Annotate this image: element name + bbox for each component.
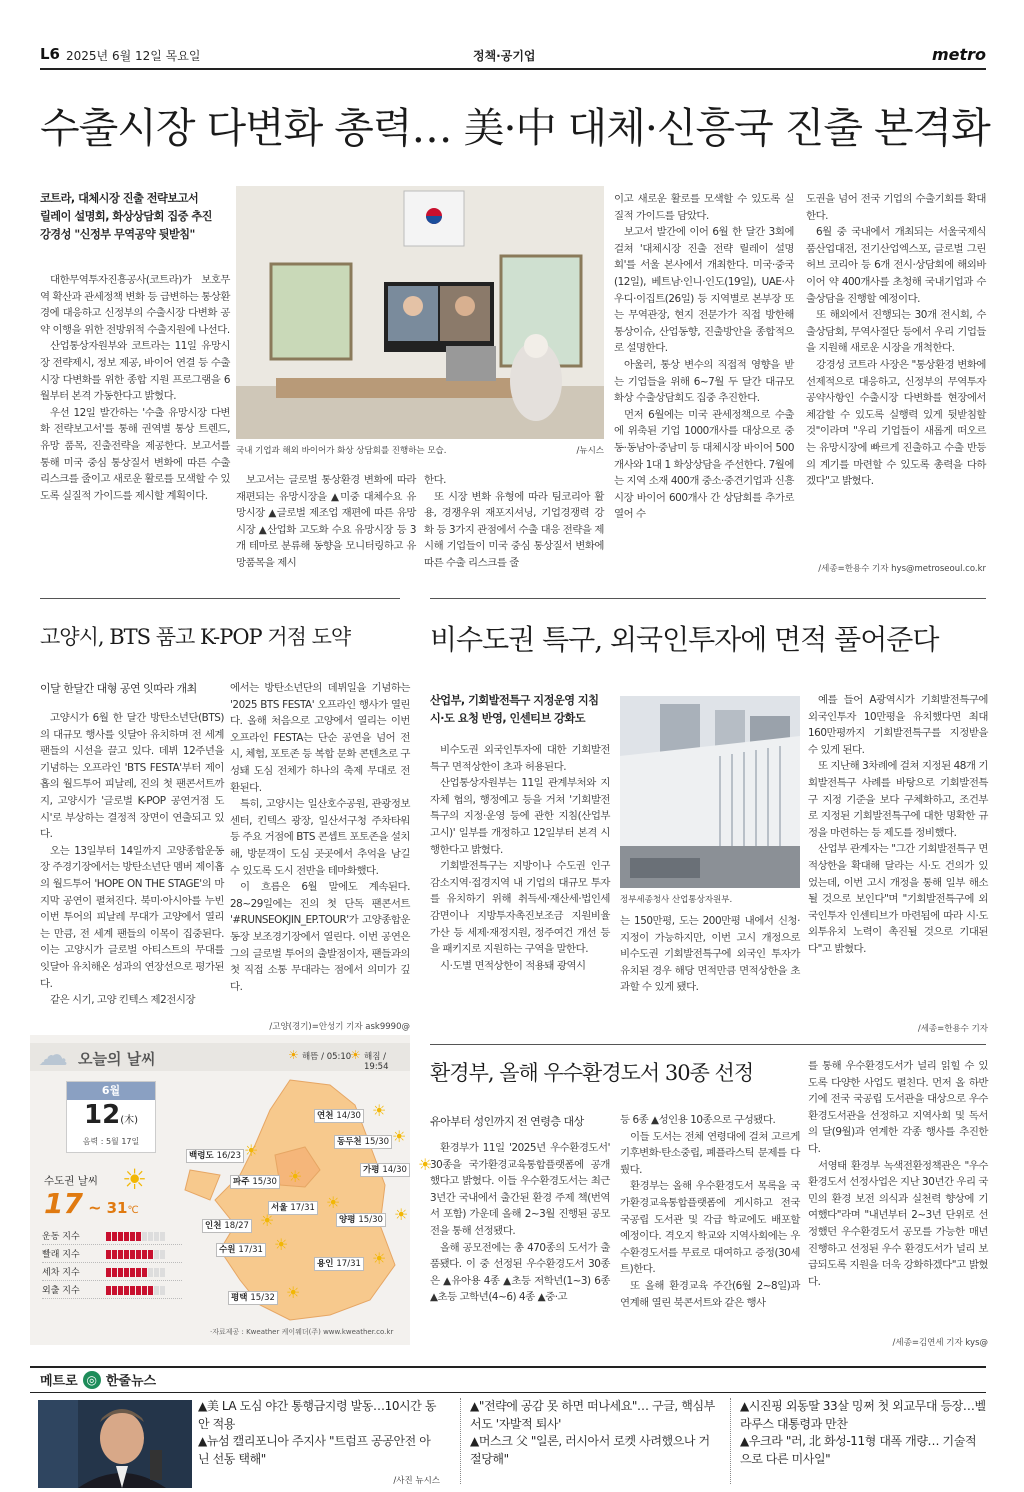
photo-caption: 국내 기업과 해외 바이어가 화상 상담회를 진행하는 모습.: [236, 446, 447, 456]
main-byline: /세종=한용수 기자 hys@metroseoul.co.kr: [818, 564, 986, 574]
month-label: 6월: [67, 1082, 155, 1100]
brand-logo: metro: [931, 45, 986, 64]
paragraph: 보고서 발간에 이어 6월 한 달간 3회에 걸쳐 '대체시장 진출 전략 릴레이 설명회'를 서울 본사에서 개최한다. 미국·중국(12일), 베트남·인니·인도(19일), UAE·사우디·이집트(26일) 등 지역별로 본부장 또는 무역관장, 현지 전문가가 직접 방한해 통상이슈, 산업동향, 진출방안을 종합적으로 설명한다.: [614, 226, 794, 355]
paragraph: 산업부 관계자는 "그간 기회발전특구 면적상한을 확대해 달라는 시·도 건의가 있었는데, 이번 고시 개정을 통해 일부 해소될 것으로 보인다"며 "기회발전특구에 외국인투자 인센티브가 마련됨에 따라 시·도 외투유치 노력이 촉진될 것으로 기대된다"고 밝혔다.: [808, 843, 988, 955]
env-byline: /세종=김연세 기자 kys@: [892, 1338, 988, 1348]
sunset-time: 해짐 / 19:54: [364, 1052, 389, 1072]
env-col-2: [620, 1112, 800, 1311]
news-title-rule: [30, 1392, 986, 1393]
city-name: 인천: [205, 1221, 225, 1231]
sun-icon: ☀: [394, 1205, 409, 1224]
paragraph: 우선 12일 발간하는 '수출 유망시장 다변화 전략보고서'를 통해 권역별 통상 트렌드, 유망 품목, 진출전략을 제공한다. 보고서를 통해 미국 중심 통상질서 변화에 따른 수출 리스크를 줄이고 새로운 활로를 모색할 수 있도록 실질적 가이드를 제시할 계획이다.: [40, 406, 230, 502]
header-rule: [40, 68, 986, 70]
page-header: [40, 45, 986, 67]
sun-icon: ☀: [244, 1141, 259, 1160]
sun-icon: ☀: [372, 1101, 387, 1120]
city-weather: [268, 1201, 318, 1215]
main-col-5: [806, 191, 986, 490]
env-col-3: [808, 1058, 988, 1290]
city-name: 용인: [317, 1259, 337, 1269]
temp-unit: ℃: [127, 1205, 139, 1216]
globe-icon: ◎: [83, 1371, 101, 1389]
paragraph: 오는 13일부터 14일까지 고양종합운동장 주경기장에서는 방탄소년단 멤버 제이홉의 월드투어 'HOPE ON THE STAGE'의 마지막 공연이 펼쳐진다. 북미·아시아를 누빈 이번 투어의 피날레 무대가 고양에서 열리는 만큼, 전 세계 팬들의 이목이 집중된다. 이는 고양시가 글로벌 아티스트의 무대를 잇달아 유치해온 성과의 연장선으로 평가된다.: [40, 844, 224, 990]
city-temp: 14/30: [336, 1111, 361, 1121]
zone-byline: /세종=한용수 기자: [917, 1024, 988, 1034]
temp-high: 31: [106, 1199, 128, 1217]
governor-illustration: [38, 1400, 192, 1488]
city-name: 평택: [231, 1293, 251, 1303]
news-rule: [30, 1366, 986, 1368]
main-col-4: [614, 191, 794, 523]
index-label: 외출 지수: [42, 1286, 80, 1296]
paragraph: 예를 들어 A광역시가 기회발전특구에 외국인투자 10만평을 유치했다면 최대 160만평까지 기회발전특구를 지정받을 수 있게 된다.: [808, 694, 988, 756]
section-divider: [430, 1044, 986, 1045]
city-temp: 15/30: [252, 1177, 277, 1187]
section-divider: [40, 598, 400, 599]
news-item[interactable]: ▲"전략에 공감 못 하면 떠나세요"… 구글, 핵심부서도 '자발적 퇴사': [470, 1399, 715, 1431]
city-weather: [336, 1213, 386, 1227]
government-photo-caption: 정부세종청사 산업통상자원부.: [620, 895, 733, 905]
city-temp: 15/30: [358, 1215, 383, 1225]
paragraph: 이 흐름은 6월 말에도 계속된다. 28~29일에는 진의 첫 단독 팬콘서트 '#RUNSEOKJIN_EP.TOUR'가 고양종합운동장 보조경기장에서 열린다. 이번 공연은 그의 글로벌 투어의 출발점이자, 팬들과의 첫 직접 소통 무대라는 점에서 의미가 깊다.: [230, 881, 410, 993]
sun-icon: ☀: [260, 1211, 275, 1230]
news-item[interactable]: ▲뉴섬 캘리포니아 주지사 "트럼프 공공안전 아닌 선동 택해": [198, 1434, 431, 1466]
news-title-main: 한줄뉴스: [105, 1374, 157, 1389]
paragraph: 대한무역투자진흥공사(코트라)가 보호무역 확산과 관세정책 변화 등 급변하는 통상환경에 대응하고 신정부의 수출시장 다변화 공약 이행을 위한 전방위적 수출지원에 나선다.: [40, 274, 230, 336]
news-title: [40, 1369, 156, 1391]
zone-headline: 비수도권 특구, 외국인투자에 면적 풀어준다: [430, 623, 939, 656]
day-number: 12: [84, 1100, 121, 1130]
city-name: 동두천: [337, 1137, 365, 1147]
main-col-3: [424, 472, 604, 572]
zone-col-2: [620, 913, 800, 996]
paragraph: 비수도권 외국인투자에 대한 기회발전특구 면적상한이 초과 허용된다.: [430, 744, 610, 773]
bts-col-2: [230, 680, 410, 995]
env-headline: 환경부, 올해 우수환경도서 30종 선정: [430, 1061, 754, 1085]
index-label: 운동 지수: [42, 1232, 80, 1242]
paragraph: 같은 시기, 고양 킨텍스 제2전시장: [50, 994, 196, 1007]
paragraph: 고양시가 6월 한 달간 방탄소년단(BTS)의 대규모 행사를 잇달아 유치하며 전 세계 팬들의 시선을 끌고 있다. 데뷔 12주년을 기념하는 오프라인 'BTS FESTA'부터 제이홉의 월드투어 피날레, 진의 첫 팬콘서트까지, 고양시가 '글로벌 K-POP 공연거점 도시'로 부상하는 결정적 장면이 연출되고 있다.: [40, 712, 224, 841]
city-weather: [228, 1291, 278, 1305]
city-weather: [230, 1175, 280, 1189]
city-temp: 17/31: [290, 1203, 315, 1213]
weather-box: [30, 1035, 433, 1345]
paragraph: 등 6종 ▲성인용 10종으로 구성됐다.: [620, 1114, 776, 1126]
city-temp: 14/30: [382, 1165, 407, 1175]
paragraph: 이들 도서는 전체 연령대에 걸쳐 고르게 기후변화·탄소중립, 폐플라스틱 문제를 다뤘다.: [620, 1130, 800, 1176]
paragraph: 한다.: [424, 474, 447, 486]
page-number: L6: [40, 45, 60, 63]
sunrise-time: 해뜸 / 05:10: [302, 1052, 352, 1062]
sunrise-icon: ☀: [288, 1048, 299, 1062]
city-temp: 17/31: [238, 1245, 263, 1255]
city-temp: 15/32: [250, 1293, 275, 1303]
sun-icon: ☀: [274, 1235, 289, 1254]
paragraph: 서영태 환경부 녹색전환정책관은 "우수환경도서 선정사업은 지난 30년간 우리 국민의 환경 보전 의식과 실천력 향상에 기여했다"라며 "내년부터 2~3년 단위로 선정했던 우수환경도서 공모를 가능한 매년 진행하고 선정된 우수 환경도서가 널리 보급되도록 지원을 더욱 강화하겠다"고 밝혔다.: [808, 1159, 988, 1288]
section-divider: [430, 598, 986, 599]
city-name: 연천: [317, 1111, 337, 1121]
paragraph: 보고서는 글로벌 통상환경 변화에 따라 재편되는 유망시장을 ▲미중 대체수요 유망시장 ▲글로벌 제조업 재편에 따른 유망시장 ▲산업화 고도화 수요 유망시장 등 3개 테마로 분류해 동향을 모니터링하고 유망품목을 제시: [236, 474, 416, 569]
zone-col-3: [808, 692, 988, 958]
sun-icon: ☀: [392, 1127, 407, 1146]
subhead-line: 릴레이 설명회, 화상상담회 집중 추진: [40, 210, 212, 223]
paragraph: 올해 공모전에는 총 470종의 도서가 출품됐다. 이 중 선정된 우수환경도서 30종은 ▲유아용 4종 ▲초등 저학년(1~3) 6종 ▲초등 고학년(4~6) 4종 ▲중·고: [430, 1241, 610, 1304]
bts-col-1: [40, 710, 224, 1009]
weather-title: 오늘의 날씨: [78, 1050, 156, 1068]
sun-icon: ☀: [418, 1155, 433, 1174]
paragraph: 이고 새로운 활로를 모색할 수 있도록 실질적 가이드를 담았다.: [614, 193, 794, 222]
paragraph: 환경부가 11일 '2025년 우수환경도서' 30종을 국가환경교육통합플랫폼에 공개했다고 밝혔다. 이들 우수환경도서는 최근 3년간 국내에서 출간된 환경 주제 책(번역서 포함) 가운데 올해 2~3월 진행된 공모전을 통해 선정됐다.: [430, 1142, 610, 1237]
temp-tilde: ~: [88, 1198, 102, 1217]
city-name: 양평: [339, 1215, 359, 1225]
news-col-3: [740, 1398, 986, 1468]
subhead-line: 시·도 요청 반영, 인센티브 강화도: [430, 712, 586, 725]
city-weather: [216, 1243, 266, 1257]
city-name: 서울: [271, 1203, 291, 1213]
city-temp: 18/27: [224, 1221, 249, 1231]
weather-source: ·자료제공 : Kweather 케이웨더(주) www.kweather.co.kr: [210, 1328, 394, 1336]
zone-col-1: [430, 742, 610, 974]
paragraph: 6월 중 국내에서 개최되는 서울국제식품산업대전, 전기산업엑스포, 글로벌 그린허브 코리아 등 6개 전시·상담회에 해외바이어 약 400개사를 초청해 국내기업과 수출상담을 진행할 예정이다.: [806, 226, 986, 305]
city-weather: [314, 1109, 364, 1123]
paragraph: 산업통상자원부와 코트라는 11일 유망시장 전략제시, 정보 제공, 바이어 연결 등 수출시장 다변화를 위한 종합 지원 프로그램을 6월부터 본격 가동한다고 밝혔다.: [40, 340, 230, 403]
paragraph: 는 150만평, 도는 200만평 내에서 신청·지정이 가능하지만, 이번 고시 개정으로 비수도권 기회발전특구에 외국인 투자가 유치된 경우 해당 면적만큼 면적상한을 초과할 수 있게 됐다.: [620, 915, 800, 994]
government-complex-photo: [620, 696, 800, 888]
day-of-week: (木): [120, 1115, 138, 1126]
photo-credit: /뉴시스: [576, 446, 604, 456]
city-weather: [334, 1135, 392, 1149]
paragraph: 특히, 고양시는 일산호수공원, 관광정보센터, 킨텍스 광장, 일산서구청 주차타워 등 주요 거점에 BTS 콘셉트 포토존을 설치해, 방문객이 도심 곳곳에서 추억을 남길 수 있도록 도시 전반을 테마화했다.: [230, 798, 410, 877]
paragraph: 또 해외에서 진행되는 30개 전시회, 수출상담회, 무역사절단 등에서 우리 기업들을 지원해 새로운 시장을 개척한다.: [806, 309, 986, 355]
conference-illustration: [236, 186, 604, 439]
env-col-1: [430, 1140, 610, 1306]
news-item[interactable]: ▲美 LA 도심 야간 통행금지령 발동…10시간 동안 적용: [198, 1399, 437, 1431]
city-name: 파주: [233, 1177, 253, 1187]
sun-icon: ☀: [326, 1193, 341, 1212]
subhead-line: 코트라, 대체시장 진출 전략보고서: [40, 192, 199, 205]
city-list: [30, 1035, 433, 1345]
sunset-icon: ☀: [350, 1048, 361, 1062]
building-illustration: [620, 696, 800, 888]
city-temp: 16/23: [216, 1151, 242, 1161]
main-subheads: [40, 190, 228, 244]
paragraph: 또 지난해 3차례에 걸쳐 지정된 48개 기회발전특구 사례를 바탕으로 기회발전특구 지정 기준을 보다 구체화하고, 조건부로 지정된 기회발전특구에 대한 명확한 규정을 마련하는 등 제도를 정비했다.: [808, 760, 988, 839]
temp-low: 17: [44, 1187, 83, 1220]
city-temp: 15/30: [364, 1137, 390, 1147]
sun-icon: ☀: [286, 1283, 301, 1302]
sun-icon: ☀: [122, 1163, 148, 1196]
paragraph: 에서는 방탄소년단의 데뷔일을 기념하는 '2025 BTS FESTA' 오프라인 행사가 열린다. 올해 처음으로 고양에서 열리는 이번 오프라인 FESTA는 단순 공연을 넘어 전시, 체험, 포토존 등 복합 문화 콘텐츠로 구성돼 도심 전체가 하나의 축제 무대로 전환된다.: [230, 682, 410, 794]
index-label: 빨래 지수: [42, 1250, 80, 1260]
paragraph: 를 통해 우수환경도서가 널리 읽힐 수 있도록 다양한 사업도 펼친다. 먼저 올 하반기에 전국 국공립 도서관을 대상으로 우수환경도서관을 선정하고 지역사회 및 독서의 달(9월)과 연계한 각종 행사를 추진한다.: [808, 1060, 988, 1155]
news-item[interactable]: ▲머스크 父 "일론, 러시아서 로켓 사려했으나 거절당해": [470, 1434, 710, 1466]
city-weather: [186, 1149, 244, 1163]
news-divider: [460, 1398, 461, 1484]
index-label: 세차 지수: [42, 1268, 80, 1278]
lunar-date: 음력 : 5월 17일: [82, 1137, 140, 1146]
city-name: 가평: [363, 1165, 383, 1175]
city-name: 수원: [219, 1245, 239, 1255]
news-item[interactable]: ▲우크라 "러, 北 화성-11형 대폭 개량… 기술적으로 다른 미사일": [740, 1434, 977, 1466]
paragraph: 시·도별 면적상한이 적용돼 광역시: [440, 959, 586, 972]
paragraph: 먼저 6월에는 미국 관세정책으로 수출에 위축된 기업 1000개사를 대상으로 중동·동남아·중남미 등 대체시장 바이어 500개사와 1대 1 화상상담을 주선한다. 7월에는 지역 소재 400개 중소·중견기업과 신흥시장 바이어 600개사 간 상담회를 추가로 열어 수: [614, 408, 794, 521]
paragraph: 또 올해 환경교육 주간(6월 2~8일)과 연계해 열린 북콘서트와 같은 행사: [620, 1279, 800, 1309]
main-col-1: [40, 272, 230, 504]
cloud-sun-icon: ☁: [38, 1038, 68, 1073]
main-col-2: [236, 472, 416, 572]
zone-subheads: [430, 692, 620, 728]
paragraph: 도권을 넘어 전국 기업의 수출기회를 확대한다.: [806, 193, 986, 222]
news-divider: [730, 1398, 731, 1484]
paragraph: 산업통상자원부는 11일 관계부처와 지자체 협의, 행정예고 등을 거쳐 '기회발전특구의 지정·운영 등에 관한 지침(산업부 고시)' 일부를 개정하고 12일부터 본격 시행한다고 밝혔다.: [430, 777, 610, 856]
subhead-line: 강경성 "신정부 무역공약 뒷받침": [40, 228, 195, 241]
city-temp: 17/31: [336, 1259, 361, 1269]
city-weather: [360, 1163, 410, 1177]
paragraph: 환경부는 올해 우수환경도서 목록을 국가환경교육통합플랫폼에 게시하고 전국 국공립 도서관 및 각급 학교에도 배포할 예정이다. 격오지 학교와 지역사회에는 우수환경도서를 무료로 대여하고 증정(30세트)한다.: [620, 1180, 800, 1276]
sun-icon: ☀: [288, 1167, 303, 1186]
city-weather: [314, 1257, 364, 1271]
conference-photo: [236, 186, 604, 439]
news-photo-credit: /사진 뉴시스: [393, 1476, 440, 1486]
subhead-line: 산업부, 기회발전특구 지정운영 지침: [430, 694, 599, 707]
paragraph: 기회발전특구는 지방이나 수도권 인구감소지역·접경지역 내 기업의 대규모 투자를 유치하기 위해 취득세·재산세·법인세 감면이나 지방투자촉진보조금 지원비율 가산 등 세제·재정지원, 정주여건 개선 등을 패키지로 지원하는 구역을 말한다.: [430, 860, 610, 956]
issue-date: 2025년 6월 12일 목요일: [66, 49, 201, 63]
section-name: 정책·공기업: [473, 49, 536, 63]
news-title-prefix: 메트로: [40, 1374, 78, 1389]
news-item[interactable]: ▲시진핑 외동딸 33살 밍쩌 첫 외교무대 등장…벨라루스 대통령과 만찬: [740, 1399, 986, 1431]
capital-weather-label: 수도권 날씨: [44, 1175, 99, 1187]
sun-icon: ☀: [372, 1249, 387, 1268]
bts-byline: /고양(경기)=안성기 기자 ask9990@: [269, 1022, 410, 1032]
news-col-1: [198, 1398, 438, 1468]
news-photo: [38, 1400, 192, 1488]
city-weather: [202, 1219, 252, 1233]
news-col-2: [470, 1398, 720, 1468]
paragraph: 또 시장 변화 유형에 따라 팀코리아 활용, 경쟁우위 재포지셔닝, 기업경쟁력 강화 등 3가지 관점에서 수출 대응 전략을 제시해 기업들이 미국 중심 통상질서 변화에 따른 수출 리스크를 줄: [424, 490, 604, 569]
paragraph: 아울러, 통상 변수의 직접적 영향을 받는 기업들을 위해 6~7월 두 달간 대규모 화상 수출상담회도 집중 추진한다.: [614, 358, 794, 405]
city-name: 백령도: [189, 1151, 217, 1161]
main-headline: 수출시장 다변화 총력… 美·中 대체·신흥국 진출 본격화: [40, 104, 990, 152]
paragraph: 강경성 코트라 사장은 "통상환경 변화에 선제적으로 대응하고, 신정부의 무역투자 공약사항인 수출시장 다변화를 현장에서 체감할 수 있도록 실행력 있게 뒷받침할 것"이라며 "우리 기업들이 새롭게 떠오르는 유망시장에 빠르게 진출하고 수출 반등의 계기를 마련할 수 있도록 총력을 다하겠다"고 밝혔다.: [806, 358, 986, 488]
env-subhead: 유아부터 성인까지 전 연령층 대상: [430, 1115, 584, 1128]
bts-subhead: 이달 한달간 대형 공연 잇따라 개최: [40, 682, 197, 695]
bts-headline: 고양시, BTS 품고 K-POP 거점 도약: [40, 625, 351, 649]
